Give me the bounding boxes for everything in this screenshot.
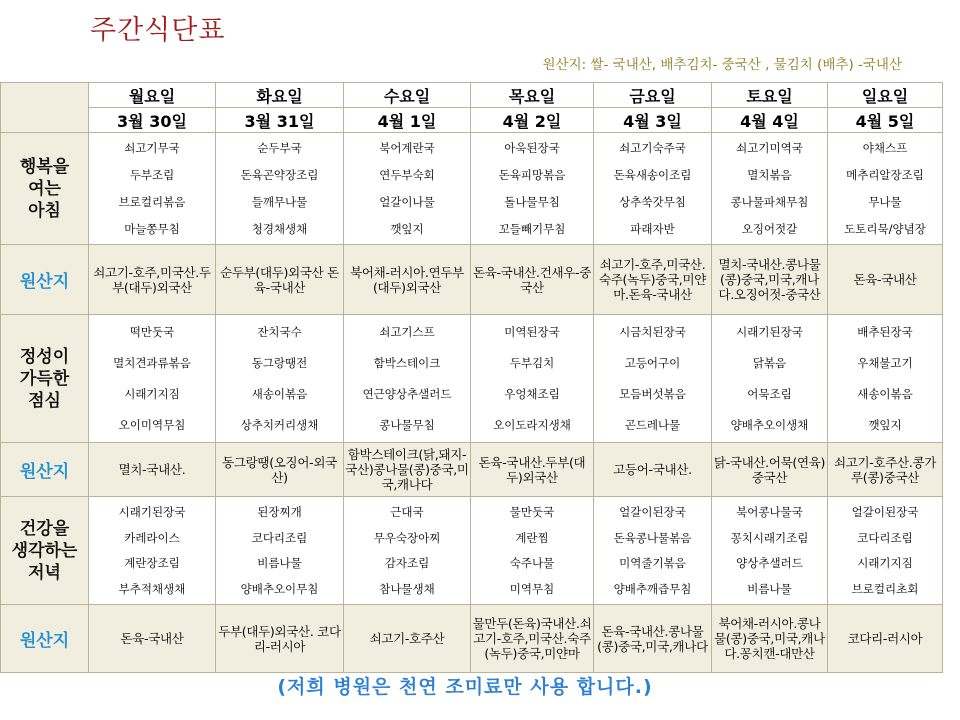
header-corner — [1, 83, 89, 133]
dish-item: 순두부국 — [257, 141, 302, 156]
origin-text: 돈육-국내산 — [120, 631, 184, 646]
dish-list — [89, 133, 215, 244]
menu-cell — [216, 497, 344, 605]
dish-item: 잔치국수 — [257, 325, 302, 340]
menu-cell — [344, 315, 471, 443]
menu-cell — [89, 315, 216, 443]
meal-row — [1, 315, 943, 443]
dish-list — [828, 133, 942, 244]
origin-cell — [594, 605, 712, 673]
dish-item: 두부김치 — [509, 356, 555, 371]
menu-cell — [828, 497, 943, 605]
origin-cell — [344, 245, 471, 315]
dish-item: 무우숙장아찌 — [373, 530, 441, 545]
dish-item: 시래기된장국 — [736, 325, 803, 340]
menu-cell — [216, 133, 344, 245]
dish-item: 양배추오이생채 — [730, 417, 809, 432]
day-header: 토요일 — [712, 83, 828, 108]
meal-label-line: 가득한 — [19, 368, 70, 389]
dish-item: 연두부숙회 — [379, 168, 435, 183]
day-header: 금요일 — [594, 83, 712, 108]
menu-cell — [471, 315, 594, 443]
dish-item: 감자조림 — [384, 556, 430, 571]
dish-item: 얼갈이된장국 — [851, 504, 919, 519]
origin-row — [1, 443, 943, 497]
origin-cell — [216, 443, 344, 497]
dish-item: 비름나물 — [747, 582, 792, 597]
dish-list — [828, 497, 942, 604]
meal-label-line: 점심 — [28, 390, 61, 411]
dish-item: 오이도라지생채 — [493, 417, 571, 432]
dish-item: 돈육새송이조림 — [613, 168, 692, 183]
menu-cell — [471, 497, 594, 605]
day-header-row — [1, 83, 943, 108]
day-header: 목요일 — [471, 83, 594, 108]
origin-row — [1, 605, 943, 673]
date-header-row — [1, 108, 943, 133]
dish-item: 상추치커리생채 — [240, 417, 319, 432]
dish-list — [344, 497, 470, 604]
dish-item: 부추적채생채 — [118, 582, 186, 597]
dish-item: 참나물생채 — [379, 582, 435, 597]
dish-item: 북어계란국 — [379, 141, 435, 156]
dish-list — [712, 315, 827, 442]
dish-item: 파래자반 — [630, 221, 675, 236]
day-header: 수요일 — [344, 83, 471, 108]
menu-cell — [828, 133, 943, 245]
dish-item: 시금치된장국 — [619, 325, 686, 340]
dish-item: 쇠고기숙주국 — [619, 141, 686, 156]
footer-note: (저희 병원은 천연 조미료만 사용 합니다.) — [277, 676, 653, 698]
dish-item: 브로컬리초회 — [851, 582, 919, 597]
dish-list — [712, 497, 827, 604]
origin-text: 멸치-국내산. — [118, 462, 186, 477]
dish-item: 야채스프 — [862, 141, 908, 156]
menu-cell — [89, 133, 216, 245]
origin-text: 북어채-러시아.연두부(대두)외국산 — [350, 264, 464, 295]
origin-label: 원산지 — [1, 605, 89, 673]
dish-item: 꽁치시래기조림 — [730, 530, 809, 545]
menu-cell — [344, 497, 471, 605]
date-header: 4월 3일 — [594, 108, 712, 133]
dish-item: 모듬버섯볶음 — [619, 386, 686, 401]
dish-item: 계란장조림 — [124, 556, 180, 571]
dish-item: 돌나물무침 — [504, 194, 560, 209]
dish-list — [828, 315, 942, 442]
dish-item: 우엉채조림 — [504, 386, 560, 401]
day-header: 화요일 — [216, 83, 344, 108]
dish-item: 마늘쫑무침 — [124, 221, 180, 236]
origin-cell — [471, 605, 594, 673]
origin-cell — [216, 605, 344, 673]
dish-item: 우채불고기 — [857, 356, 913, 371]
dish-item: 미역무침 — [509, 582, 555, 597]
date-header: 4월 5일 — [828, 108, 943, 133]
dish-list — [89, 497, 215, 604]
dish-item: 아욱된장국 — [504, 141, 560, 156]
dish-item: 함박스테이크 — [373, 356, 441, 371]
dish-item: 얼갈이나물 — [379, 194, 435, 209]
origin-cell — [89, 443, 216, 497]
dish-item: 쇠고기스프 — [379, 325, 435, 340]
dish-item: 카레라이스 — [124, 530, 180, 545]
meal-row — [1, 133, 943, 245]
origin-cell — [712, 605, 828, 673]
origin-text: 두부(대두)외국산. 코다리-러시아 — [218, 623, 341, 654]
dish-item: 깻잎지 — [868, 417, 902, 432]
dish-item: 떡만둣국 — [129, 325, 175, 340]
dish-item: 오이미역무침 — [118, 417, 186, 432]
dish-list — [594, 133, 711, 244]
origin-text: 순두부(대두)외국산 돈육-국내산 — [220, 264, 339, 295]
menu-cell — [828, 315, 943, 443]
origin-cell — [828, 605, 943, 673]
dish-item: 근대국 — [390, 504, 424, 519]
origin-row — [1, 245, 943, 315]
origin-text: 쇠고기-호주,미국산.숙주(녹두)중국,미얀마.돈육-국내산 — [598, 257, 707, 302]
origin-text: 쇠고기-호주산 — [369, 631, 445, 646]
dish-item: 돈육곤약장조림 — [240, 168, 319, 183]
origin-text: 돈육-국내산.콩나물(콩)중국,미국,캐나다 — [597, 623, 708, 654]
dish-list — [89, 315, 215, 442]
menu-cell — [594, 133, 712, 245]
dish-item: 브로컬리볶음 — [118, 194, 186, 209]
origin-text: 북어채-러시아.콩나물(콩)중국,미국,캐나다.꽁치캔-대만산 — [714, 616, 825, 661]
dish-item: 시래기된장국 — [118, 504, 186, 519]
origin-text: 돈육-국내산.두부(대두)외국산 — [478, 454, 586, 485]
weekly-menu-table — [0, 82, 943, 673]
dish-item: 오징어젓갈 — [741, 221, 798, 236]
dish-item: 어묵조림 — [747, 386, 792, 401]
menu-cell — [471, 133, 594, 245]
dish-item: 동그랑땡전 — [251, 356, 308, 371]
origin-label: 원산지 — [1, 443, 89, 497]
meal-label-line: 건강을 — [19, 518, 70, 539]
origin-text: 물만두(돈육)국내산.쇠고기-호주,미국산.숙주(녹두)중국,미얀마 — [472, 616, 592, 661]
dish-list — [216, 497, 343, 604]
dish-item: 시래기지짐 — [124, 386, 180, 401]
origin-cell — [344, 443, 471, 497]
menu-cell — [712, 497, 828, 605]
dish-item: 상추쑥갓무침 — [619, 194, 686, 209]
origin-cell — [471, 245, 594, 315]
origin-label: 원산지 — [1, 245, 89, 315]
dish-item: 깻잎지 — [390, 221, 424, 236]
menu-cell — [594, 315, 712, 443]
dish-item: 새송이볶음 — [857, 386, 913, 401]
dish-list — [471, 133, 593, 244]
dish-list — [471, 497, 593, 604]
dish-item: 양상추샐러드 — [736, 556, 803, 571]
origin-text: 멸치-국내산.콩나물(콩)중국,미국,캐나다.오징어젓-중국산 — [718, 257, 821, 302]
dish-item: 비름나물 — [257, 556, 302, 571]
dish-item: 청경채생채 — [251, 221, 308, 236]
menu-cell — [712, 315, 828, 443]
dish-list — [471, 315, 593, 442]
origin-cell — [594, 245, 712, 315]
meal-label-line: 아침 — [28, 200, 61, 221]
origin-text: 고등어-국내산. — [613, 462, 692, 477]
dish-item: 쇠고기무국 — [124, 141, 180, 156]
origin-cell — [828, 443, 943, 497]
origin-text: 닭-국내산.어묵(연육)중국산 — [713, 454, 826, 485]
dish-item: 꼬들빼기무침 — [498, 221, 566, 236]
dish-item: 들깨무나물 — [251, 194, 308, 209]
dish-item: 계란찜 — [515, 530, 549, 545]
meal-label-line: 행복을 — [19, 156, 70, 177]
dish-list — [216, 315, 343, 442]
origin-text: 쇠고기-호주,미국산.두부(대두)외국산 — [93, 264, 211, 295]
dish-item: 미역된장국 — [504, 325, 560, 340]
dish-item: 두부조림 — [129, 168, 175, 183]
meal-label-line: 여는 — [28, 178, 61, 199]
date-header: 4월 1일 — [344, 108, 471, 133]
origin-text: 코다리-러시아 — [847, 631, 923, 646]
dish-item: 닭볶음 — [752, 356, 787, 371]
origin-cell — [594, 443, 712, 497]
meal-label — [1, 133, 89, 245]
menu-cell — [712, 133, 828, 245]
dish-item: 메추리알장조림 — [846, 168, 924, 183]
meal-label — [1, 315, 89, 443]
origin-cell — [712, 245, 828, 315]
origin-text: 동그랑땡(오징어-외국산) — [222, 454, 337, 485]
dish-item: 곤드레나물 — [624, 417, 681, 432]
day-header: 일요일 — [828, 83, 943, 108]
origin-cell — [828, 245, 943, 315]
dish-item: 새송이볶음 — [251, 386, 308, 401]
date-header: 3월 31일 — [216, 108, 344, 133]
origin-cell — [344, 605, 471, 673]
dish-item: 양배추깨즙무침 — [613, 582, 692, 597]
origin-cell — [89, 605, 216, 673]
origin-text: 쇠고기-호주산.콩가루(콩)중국산 — [833, 454, 937, 485]
dish-list — [216, 133, 343, 244]
dish-item: 쇠고기미역국 — [736, 141, 803, 156]
meal-label-line: 정성이 — [19, 346, 70, 367]
dish-list — [344, 133, 470, 244]
date-header: 3월 30일 — [89, 108, 216, 133]
dish-item: 된장찌개 — [257, 504, 302, 519]
dish-item: 숙주나물 — [509, 556, 555, 571]
meal-label — [1, 497, 89, 605]
menu-cell — [216, 315, 344, 443]
origin-cell — [89, 245, 216, 315]
origin-note: 원산지: 쌀- 국내산, 배추김치- 중국산 , 물김치 (배추) -국내산 — [542, 57, 902, 73]
dish-item: 도토리묵/양념장 — [844, 221, 926, 236]
day-header: 월요일 — [89, 83, 216, 108]
dish-item: 코다리조림 — [857, 530, 913, 545]
dish-item: 물만둣국 — [509, 504, 555, 519]
meal-label-line: 저녁 — [28, 562, 61, 583]
dish-item: 무나물 — [868, 194, 902, 209]
dish-item: 배추된장국 — [857, 325, 913, 340]
menu-cell — [344, 133, 471, 245]
page-title: 주간식단표 — [90, 15, 226, 46]
dish-item: 멸치볶음 — [747, 168, 792, 183]
origin-text: 돈육-국내산 — [853, 272, 917, 287]
dish-item: 연근양상추샐러드 — [362, 386, 452, 401]
dish-item: 시래기지짐 — [857, 556, 913, 571]
dish-item: 콩나물파채무침 — [730, 194, 809, 209]
dish-list — [344, 315, 470, 442]
origin-text: 돈육-국내산.건새우-중국산 — [472, 264, 592, 295]
menu-cell — [594, 497, 712, 605]
dish-item: 미역줄기볶음 — [619, 556, 686, 571]
dish-item: 얼갈이된장국 — [619, 504, 686, 519]
dish-item: 멸치견과류볶음 — [113, 356, 191, 371]
origin-cell — [712, 443, 828, 497]
meal-label-line: 생각하는 — [11, 540, 78, 561]
origin-cell — [216, 245, 344, 315]
dish-item: 고등어구이 — [624, 356, 681, 371]
menu-cell — [89, 497, 216, 605]
date-header: 4월 2일 — [471, 108, 594, 133]
dish-list — [594, 315, 711, 442]
date-header: 4월 4일 — [712, 108, 828, 133]
origin-text: 함박스테이크(닭,돼지-국산)콩나물(콩)중국,미국,캐나다 — [345, 447, 469, 492]
dish-item: 돈육피망볶음 — [498, 168, 566, 183]
meal-row — [1, 497, 943, 605]
dish-list — [594, 497, 711, 604]
dish-item: 양배추오이무침 — [240, 582, 319, 597]
origin-cell — [471, 443, 594, 497]
dish-item: 콩나물무침 — [379, 417, 435, 432]
dish-item: 코다리조림 — [251, 530, 308, 545]
dish-list — [712, 133, 827, 244]
dish-item: 돈육콩나물볶음 — [613, 530, 692, 545]
dish-item: 북어콩나물국 — [736, 504, 803, 519]
